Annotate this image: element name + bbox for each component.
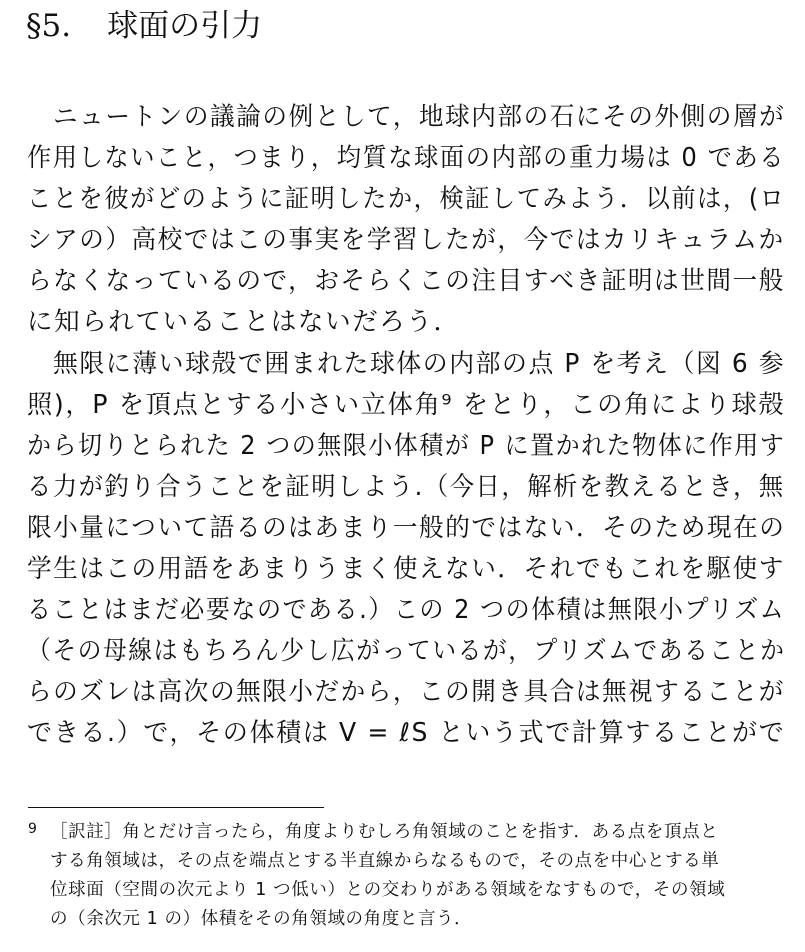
footnote-marker: 9 xyxy=(28,821,37,837)
body-line: ことを彼がどのように証明したか，検証してみよう．以前は，(ロ xyxy=(27,184,786,214)
body-line: 作用しないこと，つまり，均質な球面の内部の重力場は 0 である xyxy=(27,143,786,173)
body-line: 無限に薄い球殻で囲まれた球体の内部の点 P を考え（図 6 参 xyxy=(53,349,786,379)
body-line: に知られていることはないだろう． xyxy=(27,307,461,337)
section-title: 球面の引力 xyxy=(107,8,263,44)
body-line: シアの）高校ではこの事実を学習したが，今ではカリキュラムか xyxy=(27,225,785,255)
body-line: る力が釣り合うことを証明しよう.（今日，解析を教えるとき，無 xyxy=(27,472,785,502)
footnote-line: ［訳註］角とだけ言ったら，角度よりむしろ角領域のことを指す．ある点を頂点と xyxy=(50,822,719,842)
body-line: らなくなっているので，おそらくこの注目すべき証明は世間一般 xyxy=(27,266,785,296)
body-line: 学生はこの用語をあまりうまく使えない．それでもこれを駆使す xyxy=(27,554,785,584)
footnote-line: 位球面（空間の次元より 1 つ低い）との交わりがある領域をなすもので，その領域 xyxy=(50,880,726,900)
body-line: 限小量について語るのはあまり一般的ではない．そのため現在の xyxy=(27,513,786,543)
body-line: らのズレは高次の無限小だから，この開き具合は無視することが xyxy=(27,677,785,707)
footnote-line: する角領域は，その点を端点とする半直線からなるもので，その点を中心とする単 xyxy=(50,851,720,871)
body-line: ニュートンの議論の例として，地球内部の石にその外側の層が xyxy=(53,102,786,132)
section-heading xyxy=(26,6,262,46)
section-number: §5. xyxy=(26,8,72,44)
footnote-rule xyxy=(28,807,324,808)
body-line: から切りとられた 2 つの無限小体積が P に置かれた物体に作用す xyxy=(27,431,786,461)
body-line: できる.）で，その体積は V = ℓS という式で計算することがで xyxy=(27,718,786,748)
footnote-line: の（余次元 1 の）体積をその角領域の角度と言う． xyxy=(50,909,473,929)
body-line: （その母線はもちろん少し広がっているが，プリズムであることか xyxy=(27,636,786,666)
body-line: ることはまだ必要なのである.）この 2 つの体積は無限小プリズム xyxy=(27,595,786,625)
body-line: 照)，P を頂点とする小さい立体角⁹ をとり，この角により球殻 xyxy=(27,390,786,420)
